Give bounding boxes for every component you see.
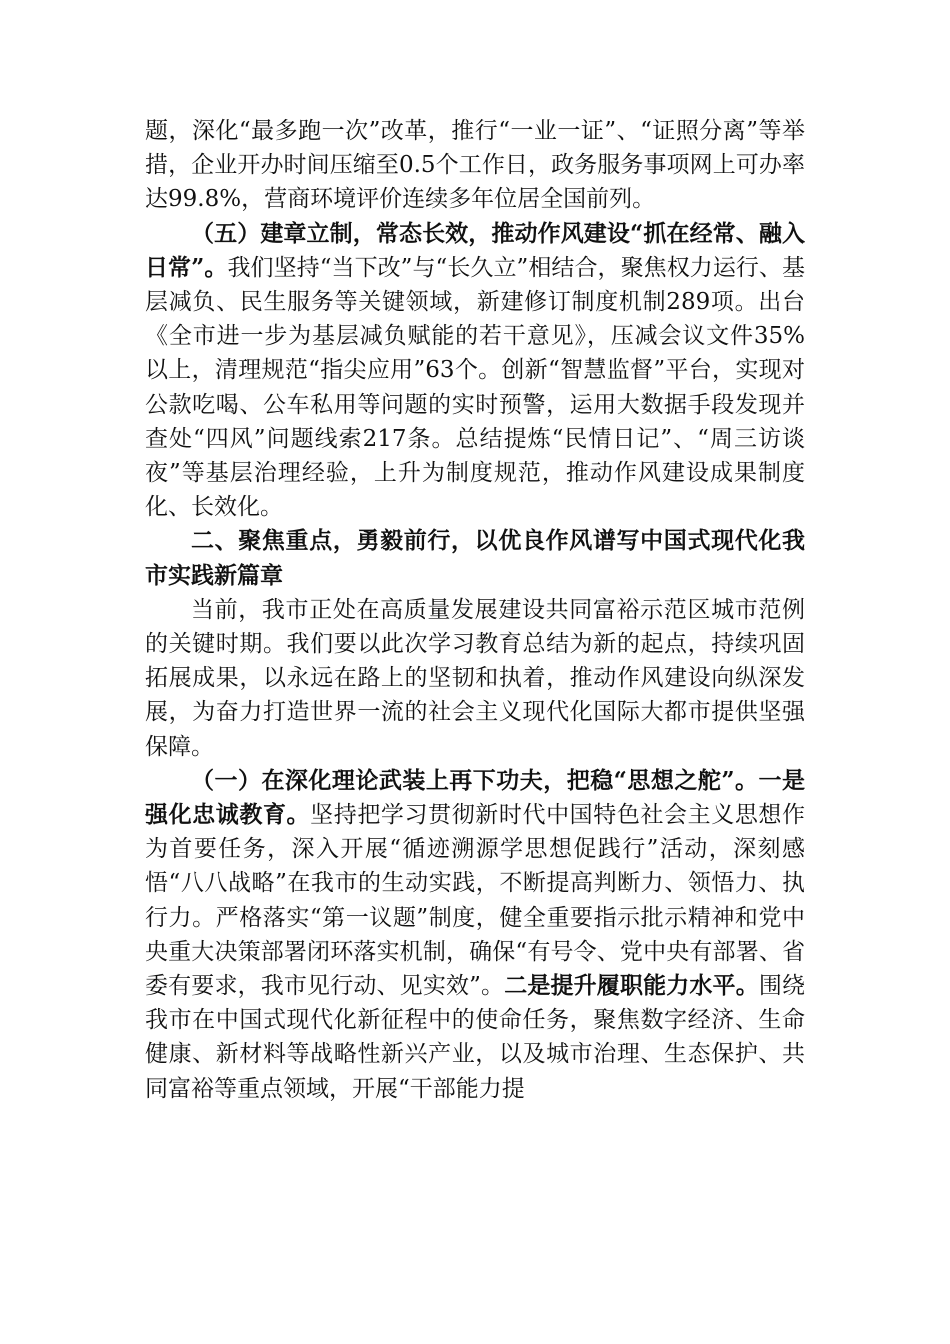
point-one-text: 坚持把学习贯彻新时代中国特色社会主义思想作为首要任务，深入开展“循迹溯源学思想促践行”活动，深刻感悟“八八战略”在我市的生动实践，不断提高判断力、领悟力、执行力。严格落实“第一议题”制度，健全重要指示批示精神和党中央重大决策部署闭环落实机制，确保“有号令、党中央有部署、省委有要求，我市见行动、见实效”。 xyxy=(145,802,806,1000)
point-two-text: 围绕我市在中国式现代化新征程中的使命任务，聚焦数字经济、生命健康、新材料等战略性新兴产业，以及城市治理、生态保护、共同富裕等重点领域，开展“干部能力提 xyxy=(145,973,806,1102)
document-page xyxy=(145,114,805,1106)
point-two-label: 二是提升履职能力水平。 xyxy=(504,973,759,1000)
section-heading-two: 二、聚焦重点，勇毅前行，以优良作风谱写中国式现代化我市实践新篇章 xyxy=(145,528,805,589)
paragraph-one xyxy=(145,764,805,1106)
paragraph-five-body: 我们坚持“当下改”与“长久立”相结合，聚焦权力运行、基层减负、民生服务等关键领域，新建修订制度机制289项。出台《全市进一步为基层减负赋能的若干意见》，压减会议文件35%以上，清理规范“指尖应用”63个。创新“智慧监督”平台，实现对公款吃喝、公车私用等问题的实时预警，运用大数据手段发现并查处“四风”问题线索217条。总结提炼“民情日记”、“周三访谈夜”等基层治理经验，上升为制度规范，推动作风建设成果制度化、长效化。 xyxy=(145,254,805,521)
paragraph-five xyxy=(145,217,805,525)
sub-heading-five: （五）建章立制，常态长效，推动作风建设“抓在经常、融入日常”。 xyxy=(145,219,805,281)
sub-heading-one: （一）在深化理论武装上再下功夫，把稳“思想之舵”。 xyxy=(191,766,759,794)
point-one-label: 一是强化忠诚教育。 xyxy=(145,767,805,829)
paragraph-intro: 当前，我市正处在高质量发展建设共同富裕示范区城市范例的关键时期。我们要以此次学习教育总结为新的起点，持续巩固拓展成果，以永远在路上的坚韧和执着，推动作风建设向纵深发展，为奋力打造世界一流的社会主义现代化国际大都市提供坚强保障。 xyxy=(145,596,805,760)
paragraph-continuation: 题，深化“最多跑一次”改革，推行“一业一证”、“证照分离”等举措，企业开办时间压缩至0.5个工作日，政务服务事项网上可办率达99.8%，营商环境评价连续多年位居全国前列。 xyxy=(145,118,805,213)
